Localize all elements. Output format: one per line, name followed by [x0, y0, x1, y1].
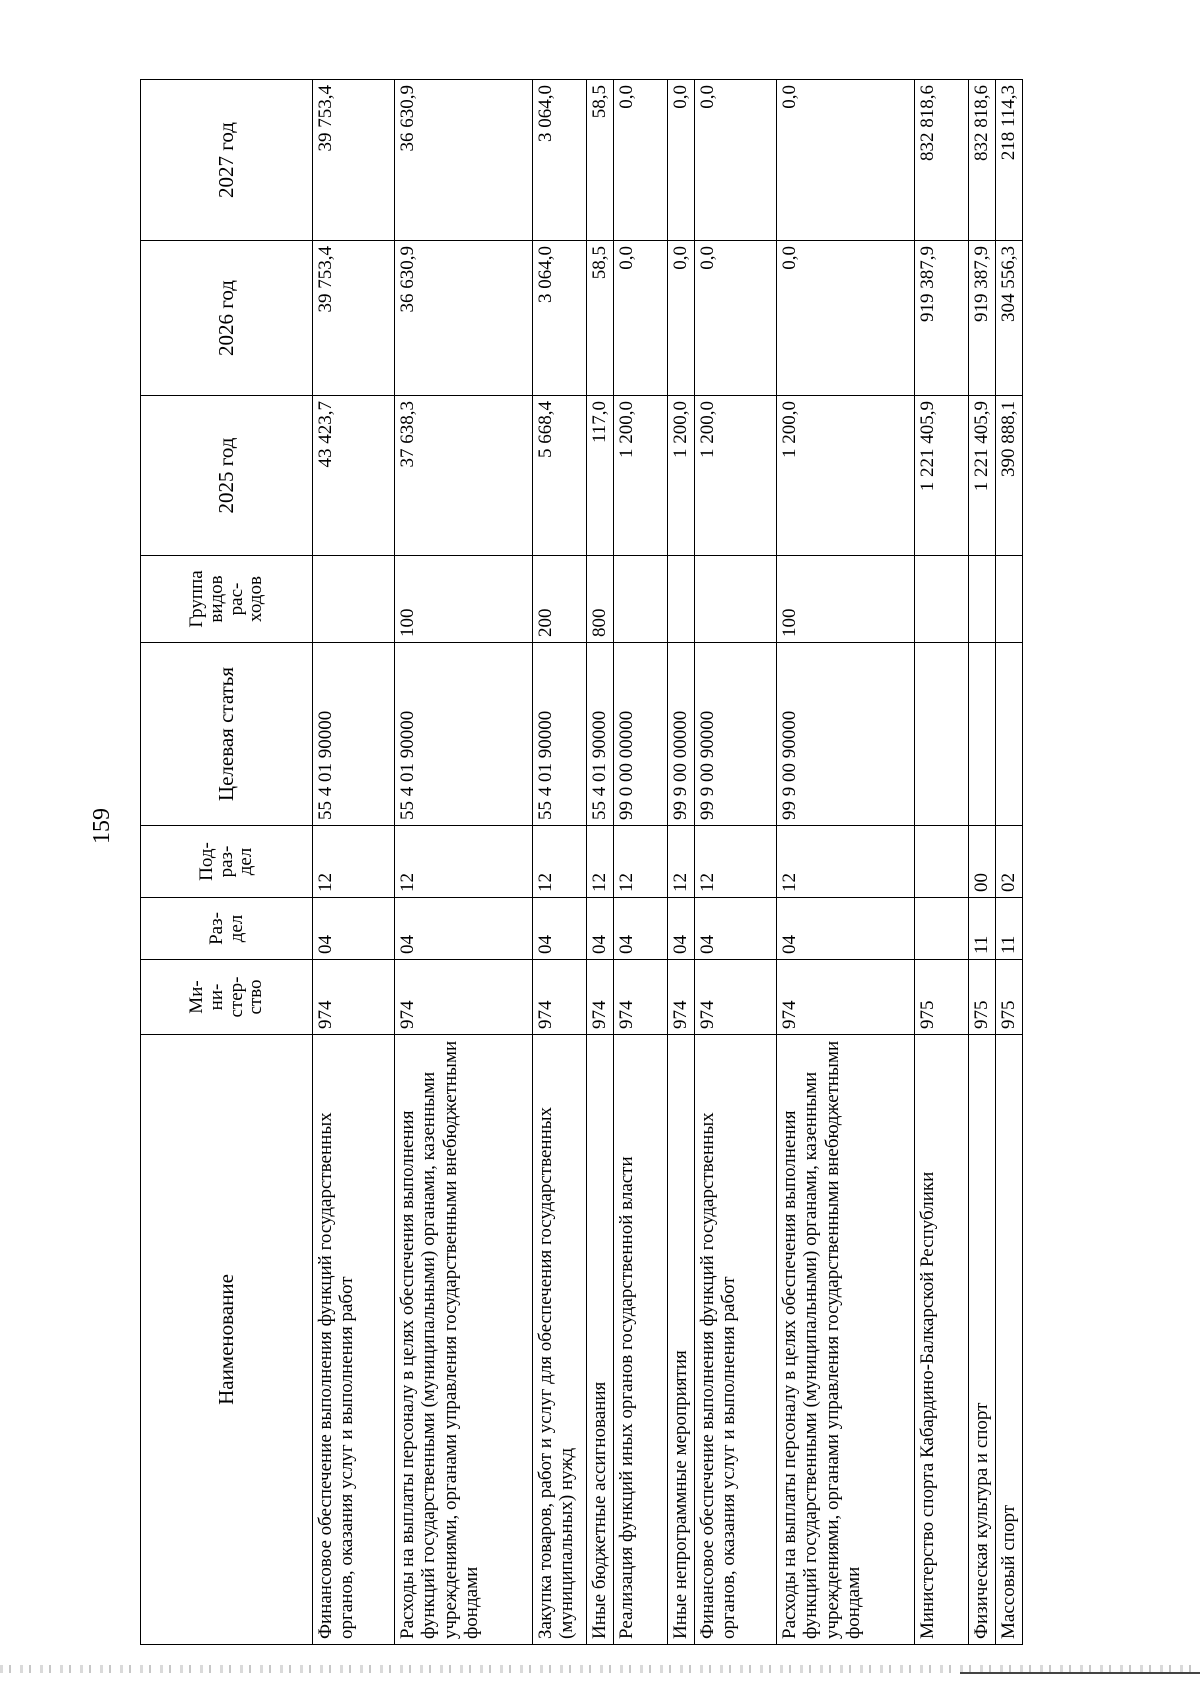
cell-subsection: 12: [533, 826, 587, 898]
cell-group: [313, 556, 395, 643]
cell-subsection: 02: [996, 826, 1023, 898]
cell-target: [969, 643, 996, 826]
cell-group: 100: [777, 556, 915, 643]
cell-section: 11: [969, 898, 996, 960]
cell-ministry: 974: [614, 960, 668, 1035]
cell-section: 04: [668, 898, 695, 960]
header-group: Группа видов рас- ходов: [141, 556, 313, 643]
cell-ministry: 975: [969, 960, 996, 1035]
cell-subsection: [915, 826, 969, 898]
cell-2026: 919 387,9: [915, 241, 969, 396]
cell-section: 04: [614, 898, 668, 960]
cell-2025: 1 200,0: [695, 396, 777, 556]
header-2025: 2025 год: [141, 396, 313, 556]
cell-2026: 0,0: [777, 241, 915, 396]
cell-2027: 832 818,6: [969, 80, 996, 241]
cell-name: Финансовое обеспечение выполнения функций государственных органов, оказания услуг и выполнения работ: [313, 1035, 395, 1645]
cell-target: 55 4 01 90000: [313, 643, 395, 826]
cell-2025: 1 221 405,9: [969, 396, 996, 556]
cell-name: Министерство спорта Кабардино-Балкарской Республики: [915, 1035, 969, 1645]
cell-2027: 0,0: [668, 80, 695, 241]
cell-2025: 390 888,1: [996, 396, 1023, 556]
cell-2026: 36 630,9: [395, 241, 533, 396]
cell-subsection: 12: [668, 826, 695, 898]
table-header-row: [141, 80, 313, 1645]
cell-ministry: 974: [668, 960, 695, 1035]
scan-edge-line: [960, 1672, 1200, 1674]
cell-2025: 1 221 405,9: [915, 396, 969, 556]
cell-target: 55 4 01 90000: [395, 643, 533, 826]
header-name: Наименование: [141, 1035, 313, 1645]
cell-section: 04: [587, 898, 614, 960]
cell-ministry: 974: [533, 960, 587, 1035]
cell-2027: 0,0: [695, 80, 777, 241]
cell-name: Иные непрограммные мероприятия: [668, 1035, 695, 1645]
cell-target: 99 9 00 90000: [695, 643, 777, 826]
cell-ministry: 974: [587, 960, 614, 1035]
table-row: [533, 80, 587, 1645]
cell-target: 55 4 01 90000: [587, 643, 614, 826]
cell-2027: 39 753,4: [313, 80, 395, 241]
cell-group: [915, 556, 969, 643]
header-2026: 2026 год: [141, 241, 313, 396]
cell-target: [996, 643, 1023, 826]
table-row: [587, 80, 614, 1645]
cell-2026: 0,0: [614, 241, 668, 396]
cell-2027: 36 630,9: [395, 80, 533, 241]
cell-2026: 304 556,3: [996, 241, 1023, 396]
cell-ministry: 975: [915, 960, 969, 1035]
cell-2025: 43 423,7: [313, 396, 395, 556]
table-row: [614, 80, 668, 1645]
cell-group: [969, 556, 996, 643]
header-2027: 2027 год: [141, 80, 313, 241]
cell-subsection: 00: [969, 826, 996, 898]
cell-ministry: 974: [395, 960, 533, 1035]
cell-2025: 1 200,0: [668, 396, 695, 556]
cell-2025: 37 638,3: [395, 396, 533, 556]
cell-group: [614, 556, 668, 643]
cell-target: [915, 643, 969, 826]
cell-group: [695, 556, 777, 643]
cell-name: Финансовое обеспечение выполнения функций государственных органов, оказания услуг и выполнения работ: [695, 1035, 777, 1645]
cell-2025: 117,0: [587, 396, 614, 556]
table-row: [313, 80, 395, 1645]
cell-subsection: 12: [777, 826, 915, 898]
cell-group: 800: [587, 556, 614, 643]
cell-subsection: 12: [395, 826, 533, 898]
cell-2025: 1 200,0: [777, 396, 915, 556]
cell-2026: 0,0: [695, 241, 777, 396]
cell-2027: 832 818,6: [915, 80, 969, 241]
cell-2026: 58,5: [587, 241, 614, 396]
table-row: [996, 80, 1023, 1645]
cell-section: 04: [695, 898, 777, 960]
cell-target: 99 9 00 90000: [777, 643, 915, 826]
header-subsection: Под- раз- дел: [141, 826, 313, 898]
cell-name: Массовый спорт: [996, 1035, 1023, 1645]
cell-name: Расходы на выплаты персоналу в целях обеспечения выполнения функций государственными (муниципальными) органами, казенными учреждениями, органами управления государственными внебюджетными фондами: [777, 1035, 915, 1645]
cell-ministry: 974: [777, 960, 915, 1035]
header-section: Раз- дел: [141, 898, 313, 960]
cell-target: 55 4 01 90000: [533, 643, 587, 826]
cell-subsection: 12: [614, 826, 668, 898]
table-body: [313, 80, 1023, 1645]
cell-2025: 1 200,0: [614, 396, 668, 556]
header-target: Целевая статья: [141, 643, 313, 826]
cell-group: [996, 556, 1023, 643]
cell-2026: 919 387,9: [969, 241, 996, 396]
cell-name: Расходы на выплаты персоналу в целях обеспечения выполнения функций государственными (муниципальными) органами, казенными учреждениями, органами управления государственными внебюджетными фондами: [395, 1035, 533, 1645]
cell-2027: 0,0: [614, 80, 668, 241]
page-number: 159: [89, 808, 115, 844]
cell-subsection: 12: [587, 826, 614, 898]
cell-2026: 0,0: [668, 241, 695, 396]
cell-subsection: 12: [695, 826, 777, 898]
cell-2027: 58,5: [587, 80, 614, 241]
cell-section: 11: [996, 898, 1023, 960]
cell-2025: 5 668,4: [533, 396, 587, 556]
cell-group: [668, 556, 695, 643]
cell-group: 200: [533, 556, 587, 643]
cell-2026: 39 753,4: [313, 241, 395, 396]
header-ministry: Ми- ни- стер- ство: [141, 960, 313, 1035]
table-row: [395, 80, 533, 1645]
cell-group: 100: [395, 556, 533, 643]
rotated-table-container: [140, 80, 1060, 1645]
cell-target: 99 0 00 00000: [614, 643, 668, 826]
table-row: [777, 80, 915, 1645]
cell-name: Иные бюджетные ассигнования: [587, 1035, 614, 1645]
budget-table: [140, 79, 1023, 1645]
cell-name: Реализация функций иных органов государственной власти: [614, 1035, 668, 1645]
cell-2027: 0,0: [777, 80, 915, 241]
table-row: [668, 80, 695, 1645]
cell-section: [915, 898, 969, 960]
cell-name: Закупка товаров, работ и услуг для обеспечения государственных (муниципальных) нужд: [533, 1035, 587, 1645]
cell-target: 99 9 00 00000: [668, 643, 695, 826]
cell-2027: 3 064,0: [533, 80, 587, 241]
cell-ministry: 975: [996, 960, 1023, 1035]
cell-ministry: 974: [313, 960, 395, 1035]
cell-ministry: 974: [695, 960, 777, 1035]
cell-subsection: 12: [313, 826, 395, 898]
cell-2026: 3 064,0: [533, 241, 587, 396]
cell-2027: 218 114,3: [996, 80, 1023, 241]
table-row: [969, 80, 996, 1645]
cell-section: 04: [777, 898, 915, 960]
cell-section: 04: [313, 898, 395, 960]
table-row: [695, 80, 777, 1645]
cell-name: Физическая культура и спорт: [969, 1035, 996, 1645]
cell-section: 04: [395, 898, 533, 960]
cell-section: 04: [533, 898, 587, 960]
table-row: [915, 80, 969, 1645]
